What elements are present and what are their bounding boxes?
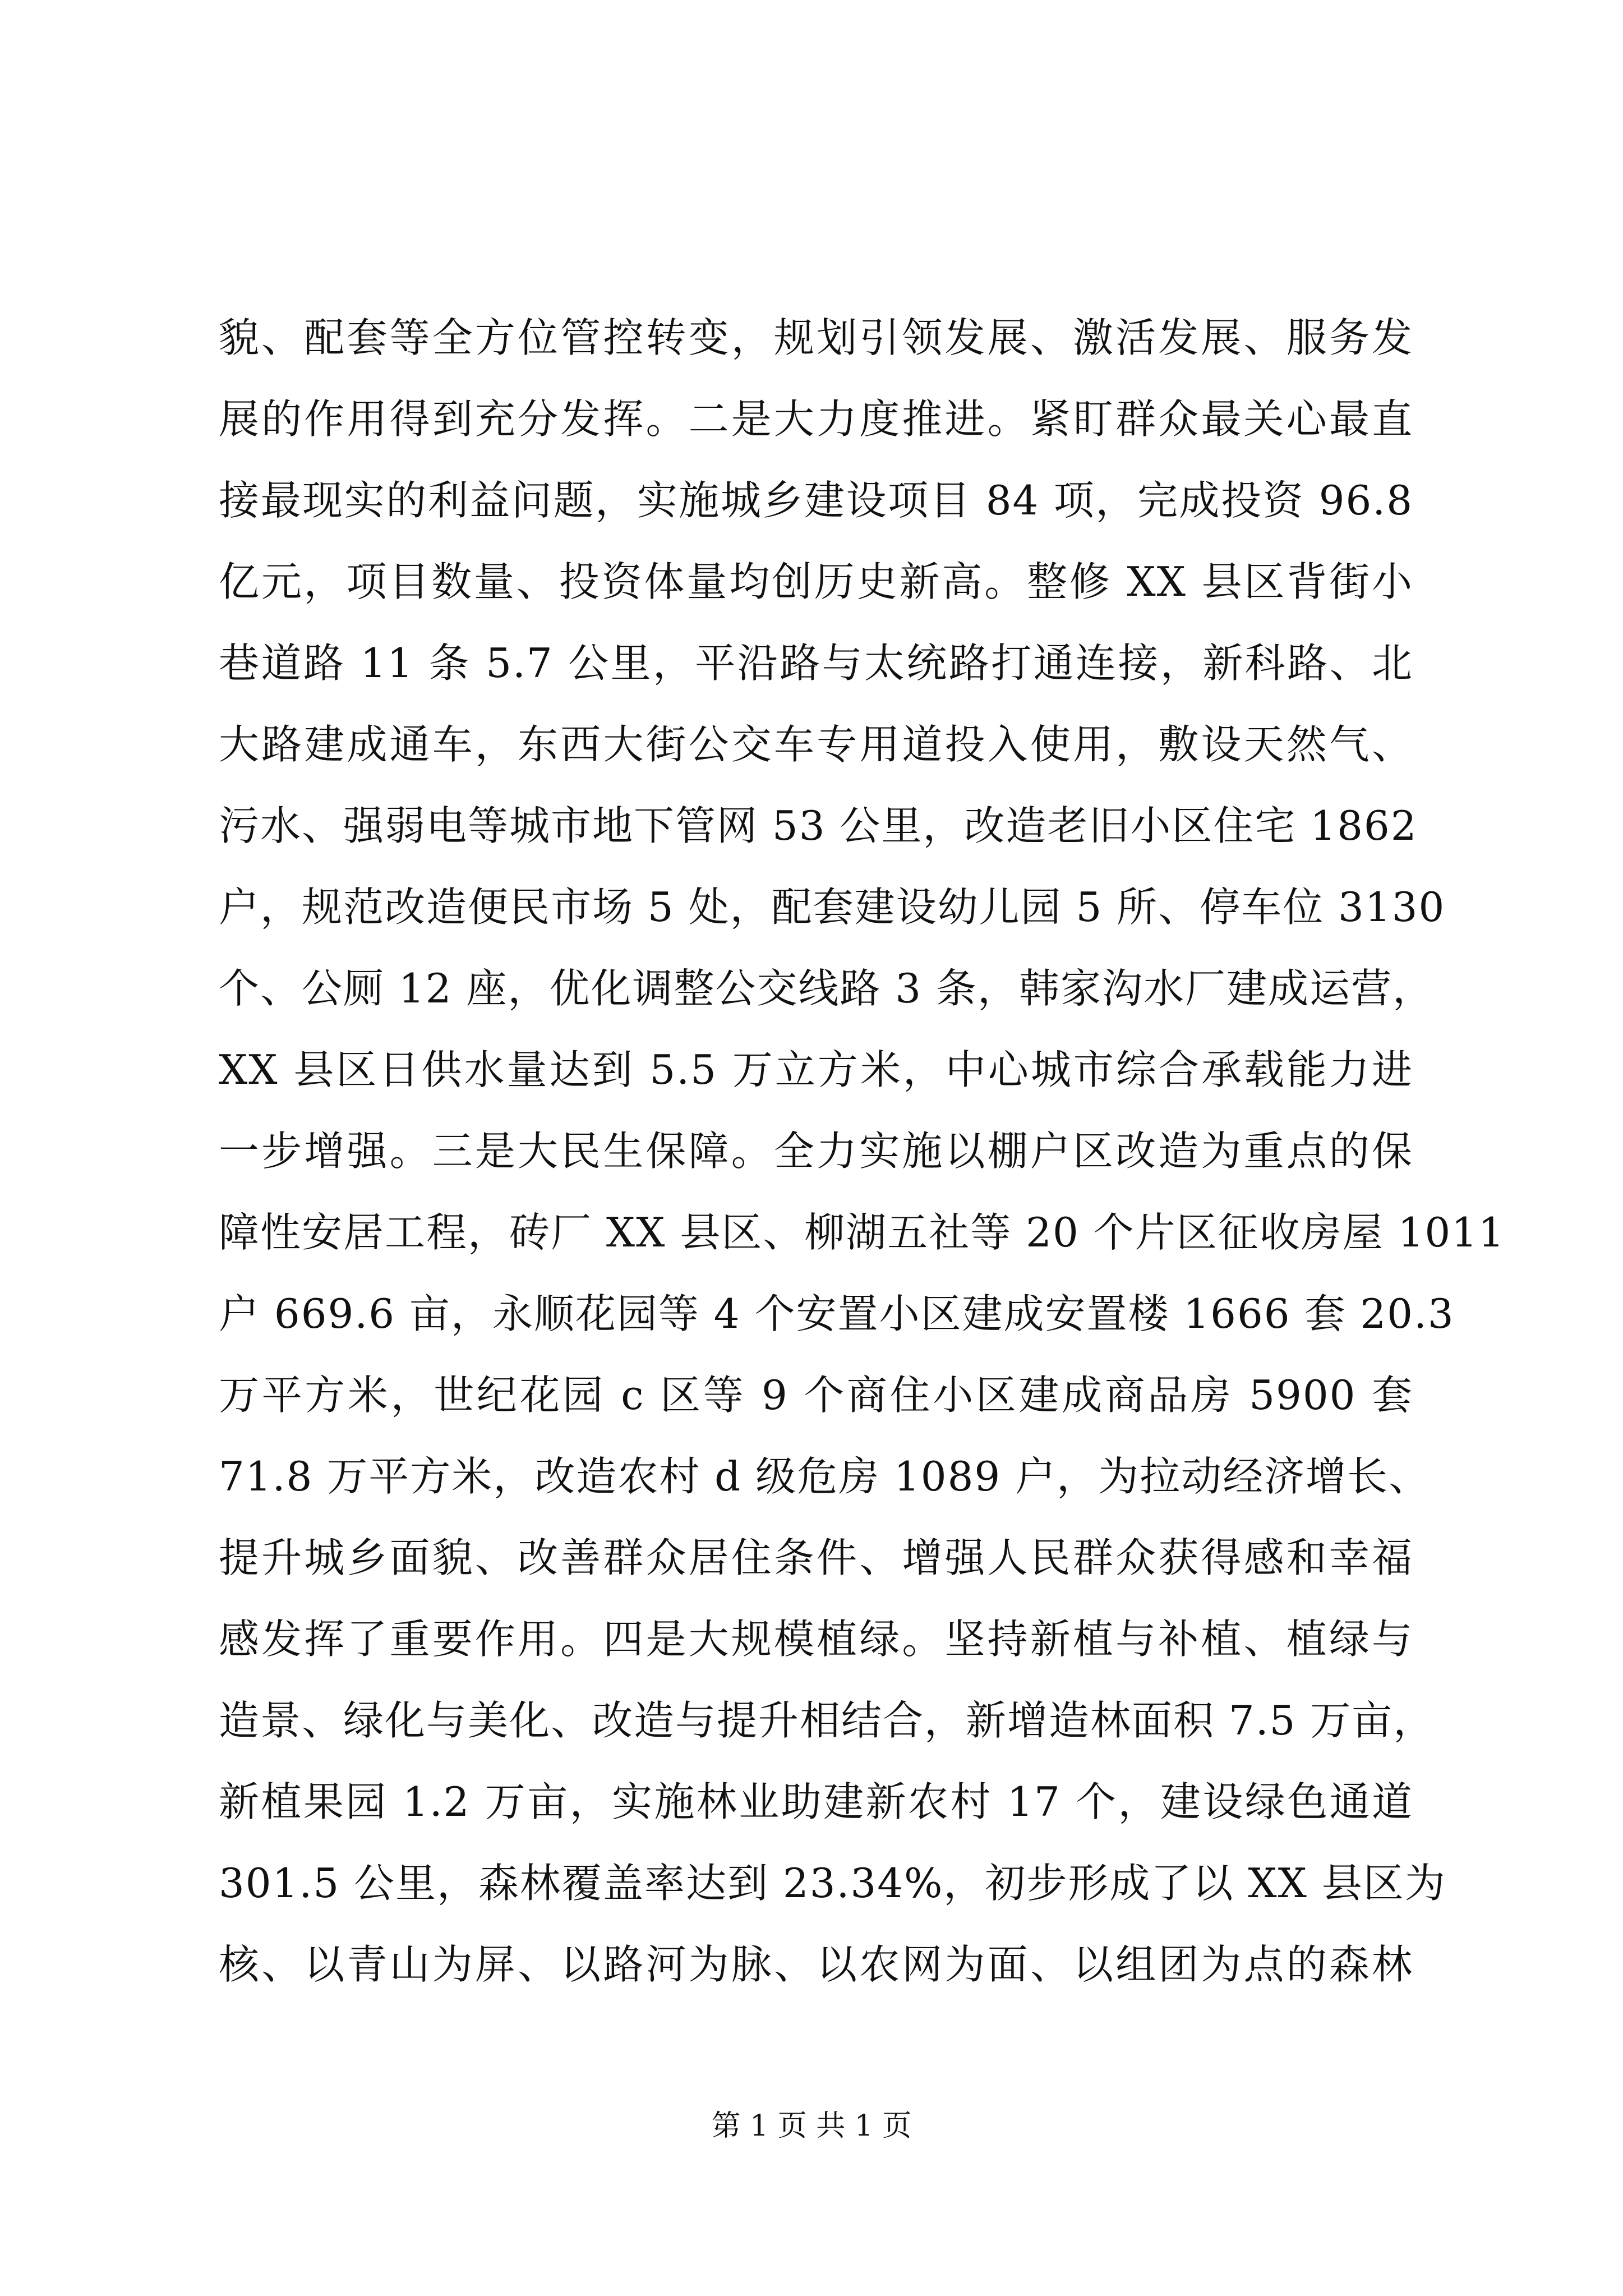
text-line: 一步增强。三是大民生保障。全力实施以棚户区改造为重点的保 [219, 1128, 1413, 1175]
text-line: 提升城乡面貌、改善群众居住条件、增强人民群众获得感和幸福 [219, 1534, 1413, 1581]
text-line: 新植果园 1.2 万亩，实施林业助建新农村 17 个，建设绿色通道 [219, 1778, 1413, 1825]
text-line: 展的作用得到充分发挥。二是大力度推进。紧盯群众最关心最直 [219, 395, 1413, 443]
text-line: 造景、绿化与美化、改造与提升相结合，新增造林面积 7.5 万亩， [219, 1697, 1435, 1744]
text-line: 301.5 公里，森林覆盖率达到 23.34%，初步形成了以 XX 县区为 [219, 1860, 1446, 1907]
text-line: 亿元，项目数量、投资体量均创历史新高。整修 XX 县区背街小 [219, 558, 1413, 605]
text-line: 貌、配套等全方位管控转变，规划引领发展、激活发展、服务发 [219, 314, 1413, 361]
page-number-footer: 第 1 页 共 1 页 [711, 2109, 912, 2143]
text-line: 核、以青山为屏、以路河为脉、以农网为面、以组团为点的森林 [219, 1941, 1413, 1988]
text-line: 污水、强弱电等城市地下管网 53 公里，改造老旧小区住宅 1862 [219, 802, 1418, 849]
text-line: XX 县区日供水量达到 5.5 万立方米，中心城市综合承载能力进 [219, 1046, 1413, 1093]
body-paragraph [219, 297, 1505, 2005]
text-line: 个、公厕 12 座，优化调整公交线路 3 条，韩家沟水厂建成运营， [219, 965, 1434, 1012]
text-line: 障性安居工程，砖厂 XX 县区、柳湖五社等 20 个片区征收房屋 1011 [219, 1209, 1505, 1256]
text-line: 巷道路 11 条 5.7 公里，平沿路与太统路打通连接，新科路、北 [219, 639, 1413, 687]
text-line: 大路建成通车，东西大街公交车专用道投入使用，敷设天然气、 [219, 721, 1413, 768]
text-line: 万平方米，世纪花园 c 区等 9 个商住小区建成商品房 5900 套 [219, 1372, 1413, 1419]
text-line: 户 669.6 亩，永顺花园等 4 个安置小区建成安置楼 1666 套 20.3 [219, 1290, 1455, 1337]
text-line: 户，规范改造便民市场 5 处，配套建设幼儿园 5 所、停车位 3130 [219, 884, 1446, 931]
text-line: 感发挥了重要作用。四是大规模植绿。坚持新植与补植、植绿与 [219, 1616, 1413, 1663]
text-line: 接最现实的利益问题，实施城乡建设项目 84 项，完成投资 96.8 [219, 477, 1413, 524]
text-line: 71.8 万平方米，改造农村 d 级危房 1089 户，为拉动经济增长、 [219, 1453, 1431, 1500]
